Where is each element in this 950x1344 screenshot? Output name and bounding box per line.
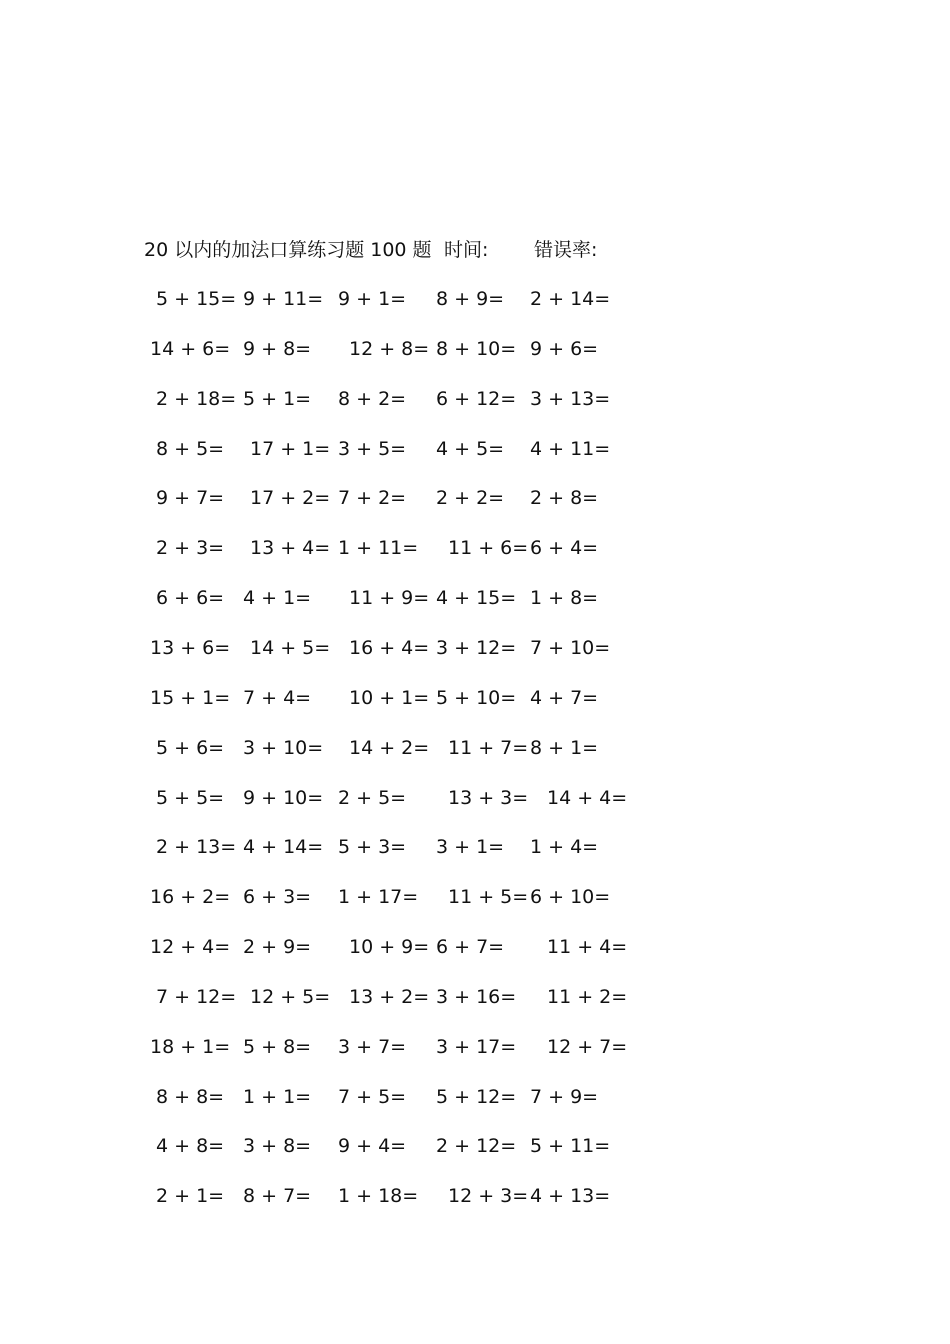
problem-r4-c3[interactable]: 3 + 5= (338, 437, 407, 460)
problem-r15-c5[interactable]: 11 + 2= (547, 985, 628, 1008)
problem-r11-c1[interactable]: 5 + 5= (156, 786, 225, 809)
problem-r9-c1[interactable]: 15 + 1= (150, 686, 231, 709)
problem-r14-c4[interactable]: 6 + 7= (436, 936, 505, 959)
problem-r12-c5[interactable]: 1 + 4= (530, 836, 599, 859)
problem-r1-c2[interactable]: 9 + 11= (243, 288, 324, 310)
problem-r13-c1[interactable]: 16 + 2= (150, 886, 231, 909)
problem-r13-c3[interactable]: 1 + 17= (338, 886, 419, 909)
problem-r2-c1[interactable]: 14 + 6= (150, 337, 231, 360)
problem-r9-c2[interactable]: 7 + 4= (243, 686, 312, 709)
problem-r8-c2[interactable]: 14 + 5= (250, 636, 331, 659)
problem-r17-c4[interactable]: 5 + 12= (436, 1085, 517, 1108)
problem-r15-c1[interactable]: 7 + 12= (156, 985, 237, 1008)
problem-r15-c4[interactable]: 3 + 16= (436, 985, 517, 1008)
problem-r2-c3[interactable]: 12 + 8= (349, 337, 430, 360)
problem-r1-c4[interactable]: 8 + 9= (436, 288, 505, 310)
problem-r18-c4[interactable]: 2 + 12= (436, 1135, 517, 1158)
problem-r19-c3[interactable]: 1 + 18= (338, 1185, 419, 1208)
problem-r18-c1[interactable]: 4 + 8= (156, 1135, 225, 1158)
problem-r10-c1[interactable]: 5 + 6= (156, 736, 225, 759)
problem-r19-c4[interactable]: 12 + 3= (448, 1185, 529, 1208)
problem-r11-c4[interactable]: 13 + 3= (448, 786, 529, 809)
problem-r6-c4[interactable]: 11 + 6= (448, 537, 529, 560)
error-rate-label: 错误率: (534, 239, 598, 261)
problem-r6-c2[interactable]: 13 + 4= (250, 537, 331, 560)
problem-r9-c3[interactable]: 10 + 1= (349, 686, 430, 709)
problem-r1-c1[interactable]: 5 + 15= (156, 288, 237, 310)
problem-r3-c5[interactable]: 3 + 13= (530, 387, 611, 410)
problem-r17-c3[interactable]: 7 + 5= (338, 1085, 407, 1108)
problem-r5-c1[interactable]: 9 + 7= (156, 487, 225, 510)
problem-r7-c2[interactable]: 4 + 1= (243, 587, 312, 610)
problem-r19-c5[interactable]: 4 + 13= (530, 1185, 611, 1208)
problem-r3-c2[interactable]: 5 + 1= (243, 387, 312, 410)
problem-r18-c5[interactable]: 5 + 11= (530, 1135, 611, 1158)
problem-r17-c5[interactable]: 7 + 9= (530, 1085, 599, 1108)
problem-r16-c4[interactable]: 3 + 17= (436, 1035, 517, 1058)
problem-r4-c4[interactable]: 4 + 5= (436, 437, 505, 460)
problem-r14-c5[interactable]: 11 + 4= (547, 936, 628, 959)
problem-r8-c1[interactable]: 13 + 6= (150, 636, 231, 659)
problem-r19-c1[interactable]: 2 + 1= (156, 1185, 225, 1208)
problem-r16-c2[interactable]: 5 + 8= (243, 1035, 312, 1058)
problem-r7-c4[interactable]: 4 + 15= (436, 587, 517, 610)
problem-r1-c3[interactable]: 9 + 1= (338, 288, 407, 310)
problem-r5-c5[interactable]: 2 + 8= (530, 487, 599, 510)
problem-r17-c1[interactable]: 8 + 8= (156, 1085, 225, 1108)
problem-r16-c5[interactable]: 12 + 7= (547, 1035, 628, 1058)
problem-r8-c4[interactable]: 3 + 12= (436, 636, 517, 659)
problem-r5-c3[interactable]: 7 + 2= (338, 487, 407, 510)
problem-r14-c3[interactable]: 10 + 9= (349, 936, 430, 959)
problem-r12-c3[interactable]: 5 + 3= (338, 836, 407, 859)
problem-r7-c1[interactable]: 6 + 6= (156, 587, 225, 610)
problem-r5-c2[interactable]: 17 + 2= (250, 487, 331, 510)
problem-r13-c4[interactable]: 11 + 5= (448, 886, 529, 909)
problem-r8-c3[interactable]: 16 + 4= (349, 636, 430, 659)
problem-r11-c3[interactable]: 2 + 5= (338, 786, 407, 809)
problem-r2-c5[interactable]: 9 + 6= (530, 337, 599, 360)
problem-r11-c5[interactable]: 14 + 4= (547, 786, 628, 809)
problem-r2-c2[interactable]: 9 + 8= (243, 337, 312, 360)
problem-r16-c1[interactable]: 18 + 1= (150, 1035, 231, 1058)
problem-r17-c2[interactable]: 1 + 1= (243, 1085, 312, 1108)
problem-r4-c1[interactable]: 8 + 5= (156, 437, 225, 460)
problem-r10-c5[interactable]: 8 + 1= (530, 736, 599, 759)
problem-r16-c3[interactable]: 3 + 7= (338, 1035, 407, 1058)
problem-r14-c1[interactable]: 12 + 4= (150, 936, 231, 959)
problem-r13-c5[interactable]: 6 + 10= (530, 886, 611, 909)
problem-r9-c5[interactable]: 4 + 7= (530, 686, 599, 709)
problem-r9-c4[interactable]: 5 + 10= (436, 686, 517, 709)
problem-r12-c4[interactable]: 3 + 1= (436, 836, 505, 859)
problem-r10-c2[interactable]: 3 + 10= (243, 736, 324, 759)
problem-r6-c5[interactable]: 6 + 4= (530, 537, 599, 560)
problem-r1-c5[interactable]: 2 + 14= (530, 288, 611, 310)
problem-r10-c3[interactable]: 14 + 2= (349, 736, 430, 759)
problem-r18-c2[interactable]: 3 + 8= (243, 1135, 312, 1158)
problem-r2-c4[interactable]: 8 + 10= (436, 337, 517, 360)
problem-r11-c2[interactable]: 9 + 10= (243, 786, 324, 809)
problem-r19-c2[interactable]: 8 + 7= (243, 1185, 312, 1208)
problem-r18-c3[interactable]: 9 + 4= (338, 1135, 407, 1158)
problem-r15-c2[interactable]: 12 + 5= (250, 985, 331, 1008)
problem-r12-c1[interactable]: 2 + 13= (156, 836, 237, 859)
problem-r6-c3[interactable]: 1 + 11= (338, 537, 419, 560)
problem-r14-c2[interactable]: 2 + 9= (243, 936, 312, 959)
problem-r3-c3[interactable]: 8 + 2= (338, 387, 407, 410)
problem-r7-c3[interactable]: 11 + 9= (349, 587, 430, 610)
problem-r12-c2[interactable]: 4 + 14= (243, 836, 324, 859)
problem-r4-c5[interactable]: 4 + 11= (530, 437, 611, 460)
problem-r13-c2[interactable]: 6 + 3= (243, 886, 312, 909)
problem-r15-c3[interactable]: 13 + 2= (349, 985, 430, 1008)
problem-r4-c2[interactable]: 17 + 1= (250, 437, 331, 460)
problem-r8-c5[interactable]: 7 + 10= (530, 636, 611, 659)
problem-r7-c5[interactable]: 1 + 8= (530, 587, 599, 610)
problem-r3-c4[interactable]: 6 + 12= (436, 387, 517, 410)
problem-r10-c4[interactable]: 11 + 7= (448, 736, 529, 759)
problem-r6-c1[interactable]: 2 + 3= (156, 537, 225, 560)
problem-r3-c1[interactable]: 2 + 18= (156, 387, 237, 410)
time-label: 时间: (444, 239, 489, 261)
worksheet-title: 20 以内的加法口算练习题 100 题 (144, 239, 432, 261)
problem-r5-c4[interactable]: 2 + 2= (436, 487, 505, 510)
